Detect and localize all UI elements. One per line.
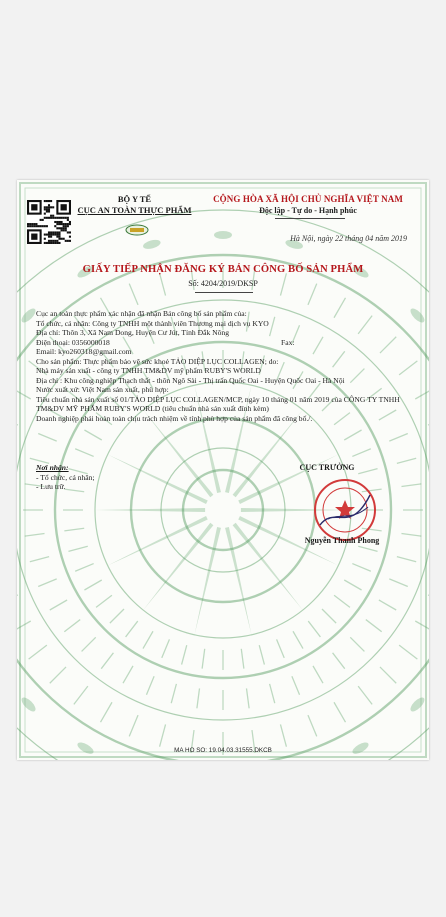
signer-title: CỤC TRƯỞNG [299,463,355,472]
body-line: Địa chỉ: Thôn 3, Xã Nam Dong, Huyện Cư Jút, Tỉnh Đắk Nông [36,328,230,337]
document-title: GIẤY TIẾP NHẬN ĐĂNG KÝ BẢN CÔNG BỐ SẢN PHẨM [82,264,364,275]
nation-header [197,194,419,216]
nation-name: CỘNG HÒA XÃ HỘI CHỦ NGHĨA VIỆT NAM [213,194,403,204]
ministry-name: BỘ Y TẾ [117,194,152,204]
issuer-header [77,194,192,216]
official-stamp-icon [310,475,380,545]
document-number: Số: 4204/2019/DKSP [188,279,258,288]
body-line: Email: kyo260318@gmail.com [36,347,132,356]
body-line: Nước xuất xứ: Việt Nam sản xuất, phù hợp: [36,385,169,394]
signer-name: Nguyễn Thanh Phong [304,536,380,545]
vfa-logo-icon [125,224,149,236]
body-line: Tổ chức, cá nhân: Công ty TNHH một thành viên Thương mại dịch vụ KYO [36,318,269,328]
body-line: Cho sản phẩm: Thực phẩm bảo vệ sức khoẻ TẢO DIỆP LỤC COLLAGEN; do: [36,356,279,366]
recipients-block [36,463,206,492]
issue-date: Hà Nội, ngày 22 tháng 04 năm 2019 [290,234,407,243]
department-name: CỤC AN TOÀN THỰC PHẨM [77,205,192,215]
certificate-sheet [17,180,429,760]
document-body [36,309,408,423]
number-underline [195,292,253,293]
body-line: Tiêu chuẩn nhà sản xuất số 01/TẢO DIỆP LỤC COLLAGEN/MCP, ngày 10 tháng 01 năm 2019 của CÔNG TY TNHH TM&DV MỸ PHẨM RUBY'S WORLD (tiêu chuẩn nhà sản xuất đính kèm) [36,394,400,413]
national-motto: Độc lập - Tự do - Hạnh phúc [259,206,357,215]
recipients-label: Nơi nhận: [36,463,69,472]
recipient-item: - Tổ chức, cá nhân; [36,472,95,482]
recipient-item: - Lưu trữ. [36,482,66,491]
qr-code [27,200,71,244]
body-line: Nhà máy sản xuất - công ty TNHH TM&DV mỹ phẩm RUBY'S WORLD [36,366,261,375]
motto-underline [275,218,345,219]
dossier-code: MA HO SO: 19.04.03.31555.DKCB [174,747,272,754]
fax-label: Fax: [281,337,295,347]
body-line-phone [36,338,408,348]
body-line: Doanh nghiệp phải hoàn toàn chịu trách nhiệm về tính phù hợp của sản phẩm đã công bố./. [36,413,313,423]
body-line: Cục an toàn thực phẩm xác nhận đã nhận Bản công bố sản phẩm của: [36,309,247,318]
phone-text: Điện thoại: 0356000018 [36,337,110,347]
body-line: Địa chỉ : Khu công nghiệp Thạch thất - thôn Ngô Sài - Thị trấn Quốc Oai - Huyện Quốc Oai - Hà Nội [36,375,345,385]
